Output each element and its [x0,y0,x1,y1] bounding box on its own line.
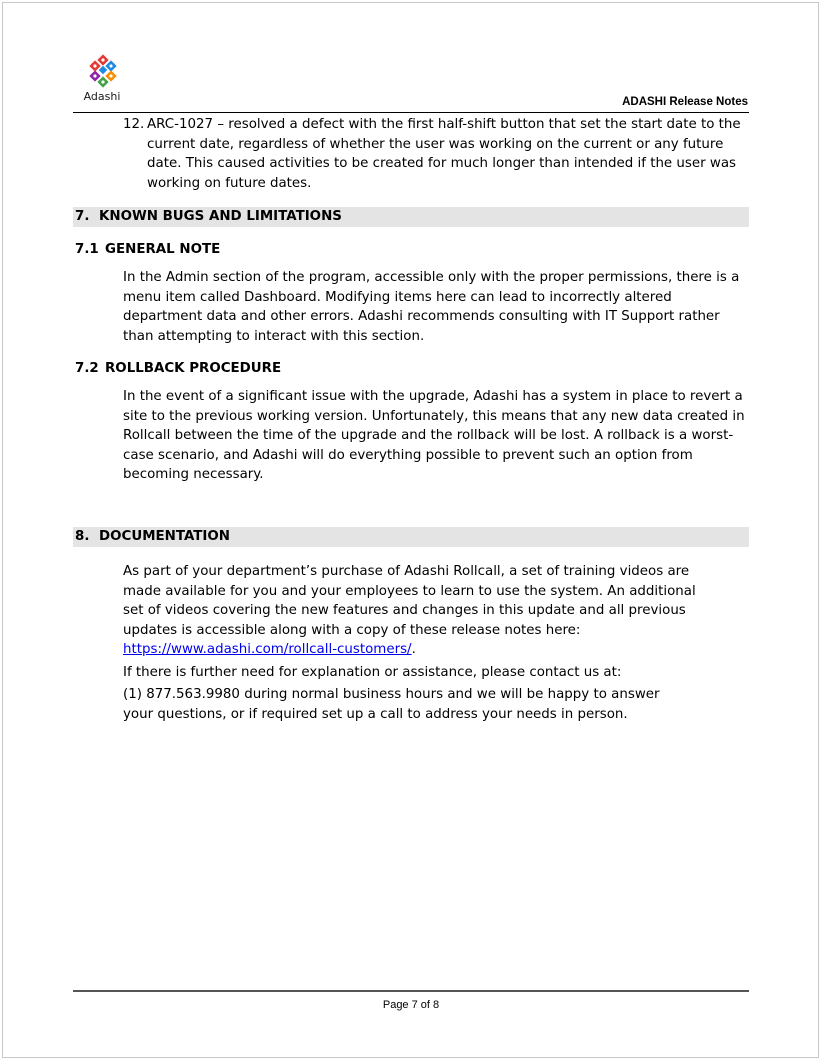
documentation-paragraph [123,562,703,660]
contact-details: (1) 877.563.9980 during normal business hours and we will be happy to answer your questions, or if required set up a call to address your needs in person. [123,687,660,722]
header-rule [73,112,749,113]
section-heading-8 [73,527,749,547]
subsection-number: 7.1 [75,242,99,257]
link-suffix: . [411,642,416,658]
adashi-logo [80,54,130,106]
documentation-text: As part of your department’s purchase of Adashi Rollcall, a set of training videos are made available for you and your employees to learn to use the system. An additional set of videos covering the new features and changes in this update and all previous updates is accessible along with a copy of these release notes here: [123,564,696,638]
subsection-number: 7.2 [75,361,99,376]
subsection-title: ROLLBACK PROCEDURE [105,361,282,376]
section-title: KNOWN BUGS AND LIMITATIONS [99,209,342,224]
section-title: DOCUMENTATION [99,529,231,544]
logo-mark-icon [86,54,120,88]
list-item-text: ARC-1027 – resolved a defect with the first half-shift button that set the start date to the current date, regardless of whether the user was working on the current or any future date. This caused activities to be created for much longer than intended if the user was working on future dates. [147,117,741,191]
section-heading-7 [73,207,749,227]
page-number: Page 7 of 8 [382,999,440,1011]
customers-link[interactable]: https://www.adashi.com/rollcall-customers/ [123,642,412,658]
header-title: ADASHI Release Notes [622,96,748,108]
footer-rule [73,990,749,992]
section-number: 8. [75,529,90,544]
general-note-paragraph: In the Admin section of the program, accessible only with the proper permissions, there is a menu item called Dashboard. Modifying items here can lead to incorrectly altered department data and other errors. Adashi recommends consulting with IT Support rather than attempting to interact with this section. [123,270,740,344]
section-number: 7. [75,209,90,224]
logo-text: Adashi [83,90,121,103]
contact-intro: If there is further need for explanation or assistance, please contact us at: [123,665,622,680]
rollback-paragraph: In the event of a significant issue with the upgrade, Adashi has a system in place to revert a site to the previous working version. Unfortunately, this means that any new data created in Rollcall between the time of the upgrade and the rollback will be lost. A rollback is a worst-case scenario, and Adashi will do everything possible to prevent such an option from becoming necessary. [123,389,745,483]
list-item-number: 12. [123,117,145,132]
subsection-title: GENERAL NOTE [105,242,221,257]
